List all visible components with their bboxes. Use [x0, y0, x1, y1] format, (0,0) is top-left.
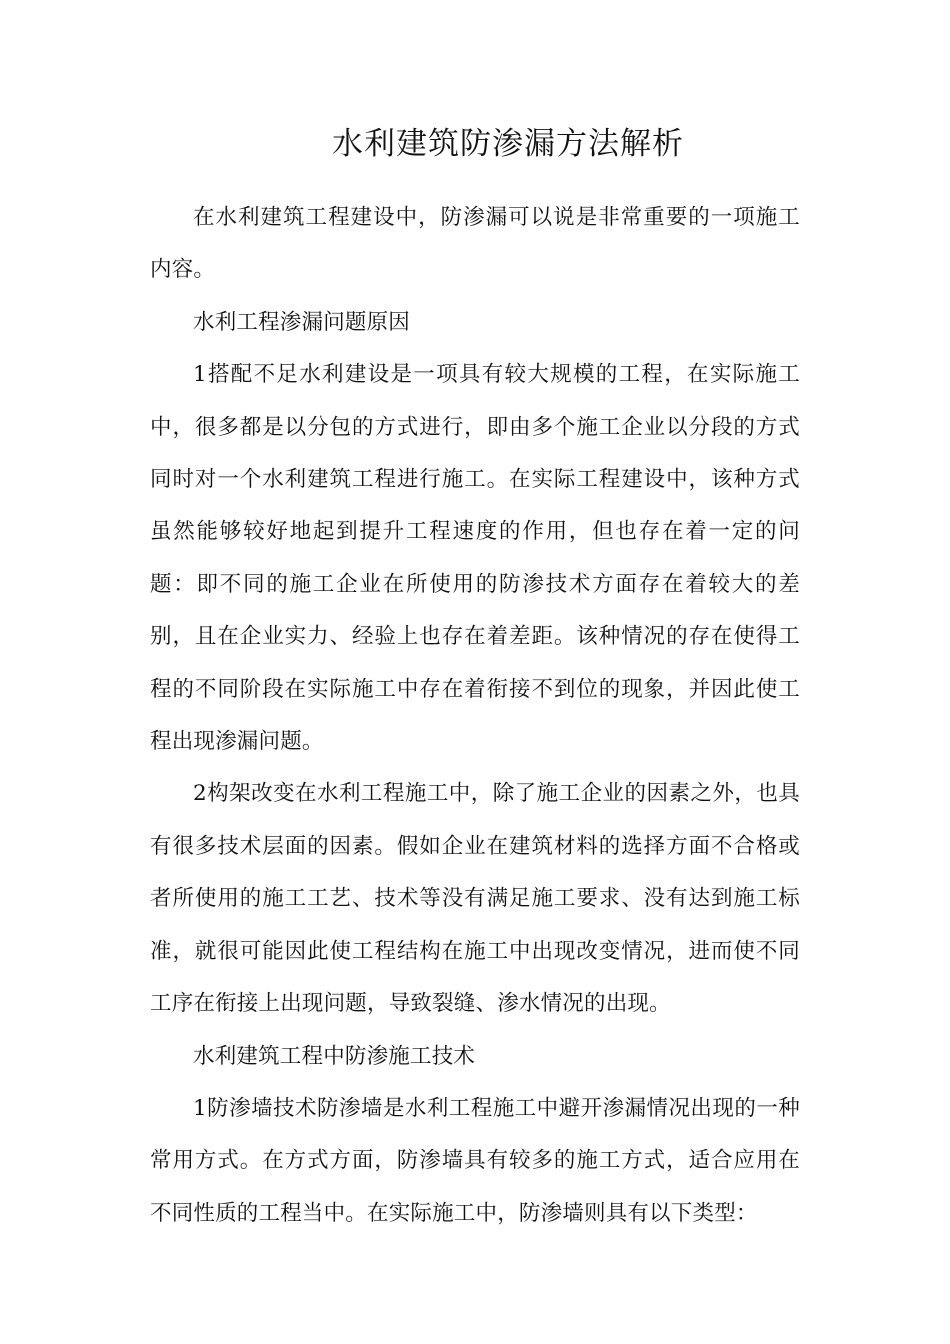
paragraph-technique-1: 1防渗墙技术防渗墙是水利工程施工中避开渗漏情况出现的一种常用方式。在方式方面，防渗墙具有较多的施工方式，适合应用在不同性质的工程当中。在实际施工中，防渗墙则具有以下类型：: [150, 1095, 800, 1226]
document-title: 水利建筑防渗漏方法解析: [332, 126, 684, 162]
section-heading-causes: 水利工程渗漏问题原因: [193, 309, 411, 335]
paragraph-cause-1: 1搭配不足水利建设是一项具有较大规模的工程，在实际施工中，很多都是以分包的方式进行，即由多个施工企业以分段的方式同时对一个水利建筑工程进行施工。在实际工程建设中，该种方式虽然能够较好地起到提升工程速度的作用，但也存在着一定的问题：即不同的施工企业在所使用的防渗技术方面存在着较大的差别，且在企业实力、经验上也存在着差距。该种情况的存在使得工程的不同阶段在实际施工中存在着衔接不到位的现象，并因此使工程出现渗漏问题。: [150, 362, 800, 755]
intro-paragraph: 在水利建筑工程建设中，防渗漏可以说是非常重要的一项施工内容。: [150, 205, 800, 283]
document-page: [150, 118, 800, 1240]
section-heading-techniques: 水利建筑工程中防渗施工技术: [193, 1043, 476, 1069]
paragraph-cause-2: 2构架改变在水利工程施工中，除了施工企业的因素之外，也具有很多技术层面的因素。假如企业在建筑材料的选择方面不合格或者所使用的施工工艺、技术等没有满足施工要求、没有达到施工标准，就很可能因此使工程结构在施工中出现改变情况，进而使不同工序在衔接上出现问题，导致裂缝、渗水情况的出现。: [150, 781, 800, 1017]
